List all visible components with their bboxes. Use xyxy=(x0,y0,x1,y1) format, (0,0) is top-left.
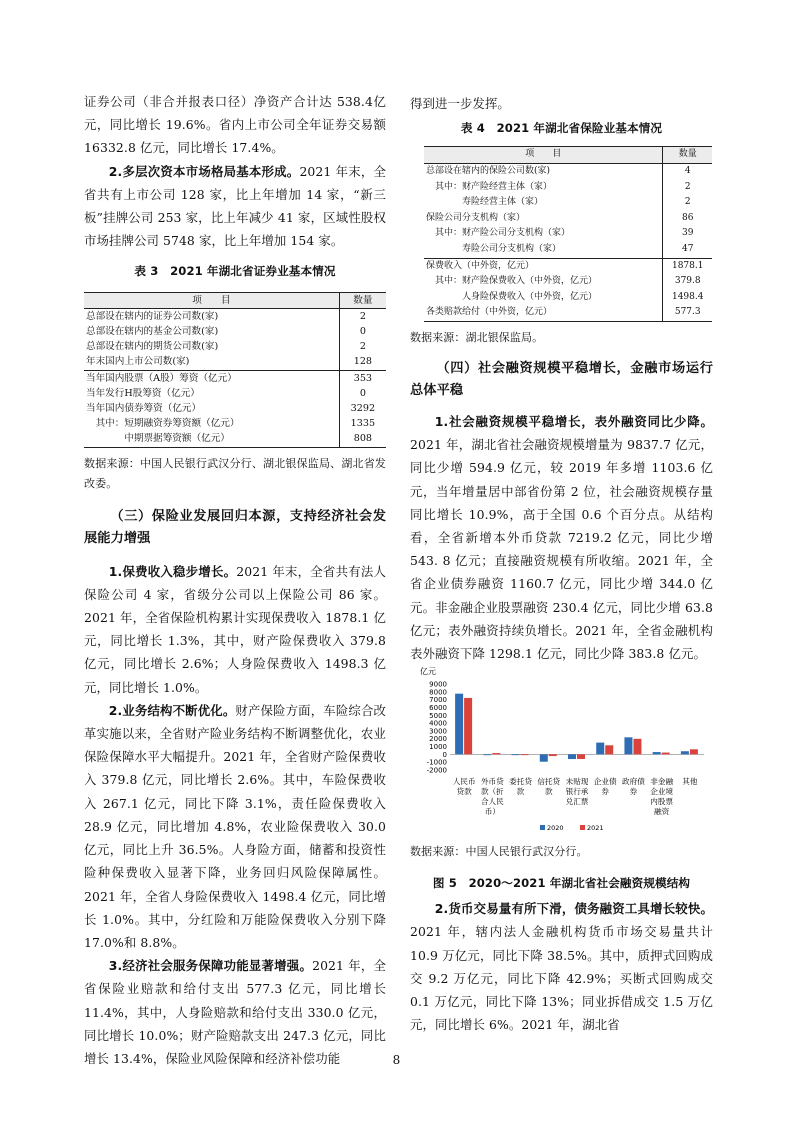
table-row xyxy=(84,386,386,401)
table-cell-item: 总部设在辖内的期货公司数(家) xyxy=(84,339,339,354)
subheading-social-financing: 1.社会融资规模平稳增长，表外融资同比少降。 xyxy=(434,413,713,429)
x-tick-label: 非金融 xyxy=(650,777,674,786)
table-cell-count: 0 xyxy=(359,387,366,399)
x-tick-label: 款 xyxy=(516,787,525,796)
y-tick-label: 7000 xyxy=(429,696,447,705)
table-row xyxy=(84,370,386,386)
x-tick-label: 外币贷 xyxy=(480,777,504,786)
table-cell-count: 2 xyxy=(359,341,366,353)
table-row xyxy=(424,274,712,290)
table-cell-count: 1878.1 xyxy=(671,260,704,271)
x-tick-label: 贷款 xyxy=(456,787,472,796)
y-axis-unit-label: 亿元 xyxy=(420,667,436,676)
subheading-capital-market: 2.多层次资本市场格局基本形成。 xyxy=(108,163,300,179)
paragraph-social-financing xyxy=(410,410,713,665)
financing-structure-chart xyxy=(412,660,712,840)
x-tick-label: 企业境 xyxy=(650,787,674,796)
bar-2021 xyxy=(521,754,529,755)
bar-2020 xyxy=(653,752,661,754)
table-cell-count: 2 xyxy=(684,197,691,208)
table-cell-item: 寿险经营主体（家） xyxy=(424,195,663,211)
paragraph-money-market-text: 2021 年，辖内法人金融机构货币市场交易量共计 10.9 万亿元，同比下降 38.5%。其中，质押式回购成交 9.2 万亿元，同比下降 42.9%；买断式回购成交 0.1 万亿元，同比下降 13%；同业拆借成交 1.5 万亿元，同比增长 6%。2021 年，湖北省 xyxy=(410,924,713,1033)
table-row xyxy=(424,180,712,196)
table4-header-item: 项 目 xyxy=(424,147,663,164)
table-cell-count: 1335 xyxy=(350,418,376,430)
table-cell-count: 2 xyxy=(684,181,691,192)
bar-2020 xyxy=(512,754,520,755)
paragraph-securities-netassets: 证券公司（非合并报表口径）净资产合计达 538.4亿元，同比增长 19.6%。省内上市公司全年证券交易额 16332.8 亿元，同比增长 17.4%。 xyxy=(84,94,386,156)
table-cell-count: 353 xyxy=(353,372,373,384)
table-cell-item: 其中：财产险保费收入（中外资，亿元） xyxy=(424,274,663,290)
bar-2020 xyxy=(568,754,576,759)
paragraph-business-structure xyxy=(84,699,386,954)
y-tick-label: 1000 xyxy=(429,743,447,752)
figure5-chart xyxy=(412,660,712,840)
paragraph-money-market xyxy=(410,897,713,1036)
paragraph-structure-text: 财产保险方面，车险综合改革实施以来，全省财产险业务结构不断调整优化，农业保险保障水平大幅提升。2021 年，全省财产险保费收入 379.8 亿元，同比增长 2.6%。其中，车险保费收入 267.1 亿元，同比下降 3.1%，责任险保费收入 28.9 亿元，同比增加 4.8%，农业险保费收入 30.0 亿元，同比上升 36.5%。人身险方面，储蓄和投资性险种保费收入显著下降，业务回归风险保障属性。2021 年，全省人身险保费收入 1498.4 亿元，同比增长 1.0%。其中，分红险和万能险保费收入分别下降 17.0%和 8.8%。 xyxy=(84,702,386,950)
left-column xyxy=(84,90,386,1070)
bar-2021 xyxy=(690,749,698,754)
table-row xyxy=(84,324,386,339)
x-tick-label: 内股票 xyxy=(650,797,674,806)
x-tick-label: 券 xyxy=(629,787,638,796)
y-tick-label: 9000 xyxy=(429,680,447,689)
subheading-service: 3.经济社会服务保障功能显著增强。 xyxy=(108,958,313,974)
y-tick-label: 5000 xyxy=(429,711,447,720)
table4-caption: 表 4 2021 年湖北省保险业基本情况 xyxy=(460,121,663,136)
table-cell-count: 379.8 xyxy=(674,276,701,287)
table-cell-item: 寿险公司分支机构（家） xyxy=(424,242,663,258)
table-cell-count: 128 xyxy=(353,356,373,368)
paragraph-capital-market-text: 2021 年末，全省共有上市公司 128 家，比上年增加 14 家，“新三板”挂牌公司 253 家，比上年减少 41 家，区域性股权市场挂牌公司 5748 家，比上年增加 154 家。 xyxy=(84,163,386,249)
bar-2020 xyxy=(455,694,463,755)
paragraph-capital-market xyxy=(84,160,386,253)
table3-caption: 表 3 2021 年湖北省证券业基本情况 xyxy=(134,264,336,279)
table-row xyxy=(424,258,712,274)
bar-2021 xyxy=(577,754,585,759)
table-row xyxy=(84,416,386,431)
table-row xyxy=(424,305,712,321)
table-row xyxy=(424,226,712,242)
subheading-money-market: 2.货币交易量有所下滑，债务融资工具增长较快。 xyxy=(434,901,713,917)
table-row xyxy=(424,164,712,180)
table4-header-count: 数量 xyxy=(678,149,697,160)
table-cell-count: 0 xyxy=(359,326,366,338)
x-tick-label: 兑汇票 xyxy=(565,797,589,806)
table-row xyxy=(424,290,712,306)
table-row xyxy=(424,242,712,258)
x-tick-label: 券 xyxy=(601,787,610,796)
table-cell-item: 其中：财产险公司分支机构（家） xyxy=(424,226,663,242)
x-tick-label: 企业债 xyxy=(593,777,617,786)
bar-2020 xyxy=(596,743,604,755)
legend-swatch-2021 xyxy=(580,825,585,830)
x-tick-label: 款（折 xyxy=(480,787,504,796)
right-column xyxy=(410,92,713,665)
paragraph-continuation: 得到进一步发挥。 xyxy=(410,96,510,111)
bar-2021 xyxy=(605,745,613,754)
y-tick-label: 3000 xyxy=(429,727,447,736)
y-tick-label: 8000 xyxy=(429,688,447,697)
table-cell-item: 其中：财产险经营主体（家） xyxy=(424,180,663,196)
x-tick-label: 款 xyxy=(544,787,553,796)
bar-2020 xyxy=(681,751,689,754)
bar-2021 xyxy=(492,753,500,754)
table-cell-count: 86 xyxy=(682,212,694,223)
table-row xyxy=(84,354,386,370)
x-tick-label: 未贴现 xyxy=(565,777,589,786)
subheading-structure: 2.业务结构不断优化。 xyxy=(108,702,236,718)
x-tick-label: 人民币 xyxy=(452,777,476,786)
table-cell-item: 总部设在辖内的基金公司数(家) xyxy=(84,324,339,339)
table-cell-item: 年末国内上市公司数(家) xyxy=(84,354,339,370)
paragraph-service-text: 2021 年，全省保险业赔款和给付支出 577.3 亿元，同比增长 11.4%，其中，人身险赔款和给付支出 330.0 亿元，同比增长 10.0%；财产险赔款支出 247.3 亿元，同比增长 13.4%，保险业风险保障和经济补偿功能 xyxy=(84,958,386,1066)
table4 xyxy=(424,146,712,322)
table-row xyxy=(84,339,386,354)
y-tick-label: 0 xyxy=(442,750,447,759)
table-cell-item: 总部设在辖内的保险公司数(家) xyxy=(424,164,663,180)
section4-title: （四）社会融资规模平稳增长，金融市场运行总体平稳 xyxy=(410,360,713,398)
table4-header xyxy=(424,147,712,164)
table-cell-item: 保费收入（中外资，亿元） xyxy=(424,258,663,274)
bar-2021 xyxy=(549,754,557,756)
legend-label-2021: 2021 xyxy=(587,824,604,832)
y-tick-label: 4000 xyxy=(429,719,447,728)
x-tick-label: 币） xyxy=(484,807,500,816)
x-tick-label: 信托贷 xyxy=(537,777,561,786)
paragraph-premium-text: 2021 年末，全省共有法人保险公司 4 家，省级分公司以上保险公司 86 家。2021 年，全省保险机构累计实现保费收入 1878.1 亿元，同比增长 1.3%，其中，财产险保费收入 379.8 亿元，同比增长 2.6%；人身险保费收入 1498.3 亿元，同比增长 1.0%。 xyxy=(84,563,386,695)
table3-header-item: 项 目 xyxy=(84,292,339,308)
chart-source: 数据来源：中国人民银行武汉分行。 xyxy=(410,845,588,858)
table-cell-item: 当年国内股票（A股）筹资（亿元） xyxy=(84,370,339,386)
x-tick-label: 银行承 xyxy=(565,787,589,796)
table-cell-item: 中期票据筹资额（亿元） xyxy=(84,431,339,447)
x-tick-label: 委托贷 xyxy=(509,777,532,786)
table-cell-count: 39 xyxy=(682,228,694,239)
table3-header xyxy=(84,292,386,308)
x-tick-label: 其他 xyxy=(682,777,698,786)
bar-2020 xyxy=(624,737,632,754)
x-tick-label: 政府债 xyxy=(622,777,645,786)
legend-swatch-2020 xyxy=(540,825,545,830)
table-cell-item: 当年发行H股筹资（亿元） xyxy=(84,386,339,401)
x-tick-label: 融资 xyxy=(654,807,670,816)
table-cell-count: 47 xyxy=(682,243,694,254)
subheading-premium: 1.保费收入稳步增长。 xyxy=(108,563,237,579)
table-cell-item: 总部设在辖内的证券公司数(家) xyxy=(84,308,339,324)
y-tick-label: 2000 xyxy=(429,735,447,744)
bar-2020 xyxy=(540,754,548,761)
table-row xyxy=(84,401,386,416)
page-number: 8 xyxy=(392,1053,401,1067)
right-column-lower xyxy=(410,842,713,1036)
paragraph-social-financing-text: 2021 年，湖北省社会融资规模增量为 9837.7 亿元，同比少增 594.9 亿元，较 2019 年多增 1103.6 亿元，当年增量居中部省份第 2 位，社会融资规模存量同比增长 10.9%，高于全国 0.6 个百分点。从结构看，全省新增本外币贷款 7219.2 亿元，同比少增 543. 8 亿元；直接融资规模有所收缩。2021 年，全省企业债券融资 1160.7 亿元，同比少增 344.0 亿元。非金融企业股票融资 230.4 亿元，同比少增 63.8 亿元；表外融资持续负增长。2021 年，全省金融机构表外融资下降 1298.1 亿元，同比少降 383.8 亿元。 xyxy=(410,437,713,661)
y-tick-label: -1000 xyxy=(426,758,447,767)
table3 xyxy=(84,292,386,448)
y-tick-label: -2000 xyxy=(426,766,447,775)
legend-label-2020: 2020 xyxy=(547,824,564,832)
bar-2020 xyxy=(483,754,491,755)
table-row xyxy=(424,195,712,211)
paragraph-premium-income xyxy=(84,560,386,699)
table-cell-item: 其中：短期融资券筹资额（亿元） xyxy=(84,416,339,431)
table-cell-count: 808 xyxy=(353,433,373,445)
table-cell-count: 577.3 xyxy=(674,307,701,318)
table-cell-count: 2 xyxy=(359,310,366,322)
table3-header-count: 数量 xyxy=(353,294,373,306)
table-cell-item: 人身险保费收入（中外资，亿元） xyxy=(424,290,663,306)
table-row xyxy=(84,431,386,447)
table4-source: 数据来源：湖北银保监局。 xyxy=(410,330,544,344)
table-row xyxy=(84,308,386,324)
figure5-caption: 图 5 2020～2021 年湖北省社会融资规模结构 xyxy=(432,876,691,890)
section3-title: （三）保险业发展回归本源，支持经济社会发展能力增强 xyxy=(84,508,386,546)
x-tick-label: 合人民 xyxy=(480,797,504,806)
bar-2021 xyxy=(662,753,670,755)
bar-2021 xyxy=(633,739,641,755)
bar-2021 xyxy=(464,698,472,754)
table-cell-item: 各类赔款给付（中外资，亿元） xyxy=(424,305,663,321)
table-cell-item: 保险公司分支机构（家） xyxy=(424,211,663,227)
table-cell-count: 1498.4 xyxy=(671,291,704,302)
table-cell-item: 当年国内债券筹资（亿元） xyxy=(84,401,339,416)
table3-source: 数据来源：中国人民银行武汉分行、湖北银保监局、湖北省发改委。 xyxy=(84,456,386,490)
table-cell-count: 4 xyxy=(684,166,691,176)
table-cell-count: 3292 xyxy=(350,403,376,415)
table-row xyxy=(424,211,712,227)
y-tick-label: 6000 xyxy=(429,703,447,712)
